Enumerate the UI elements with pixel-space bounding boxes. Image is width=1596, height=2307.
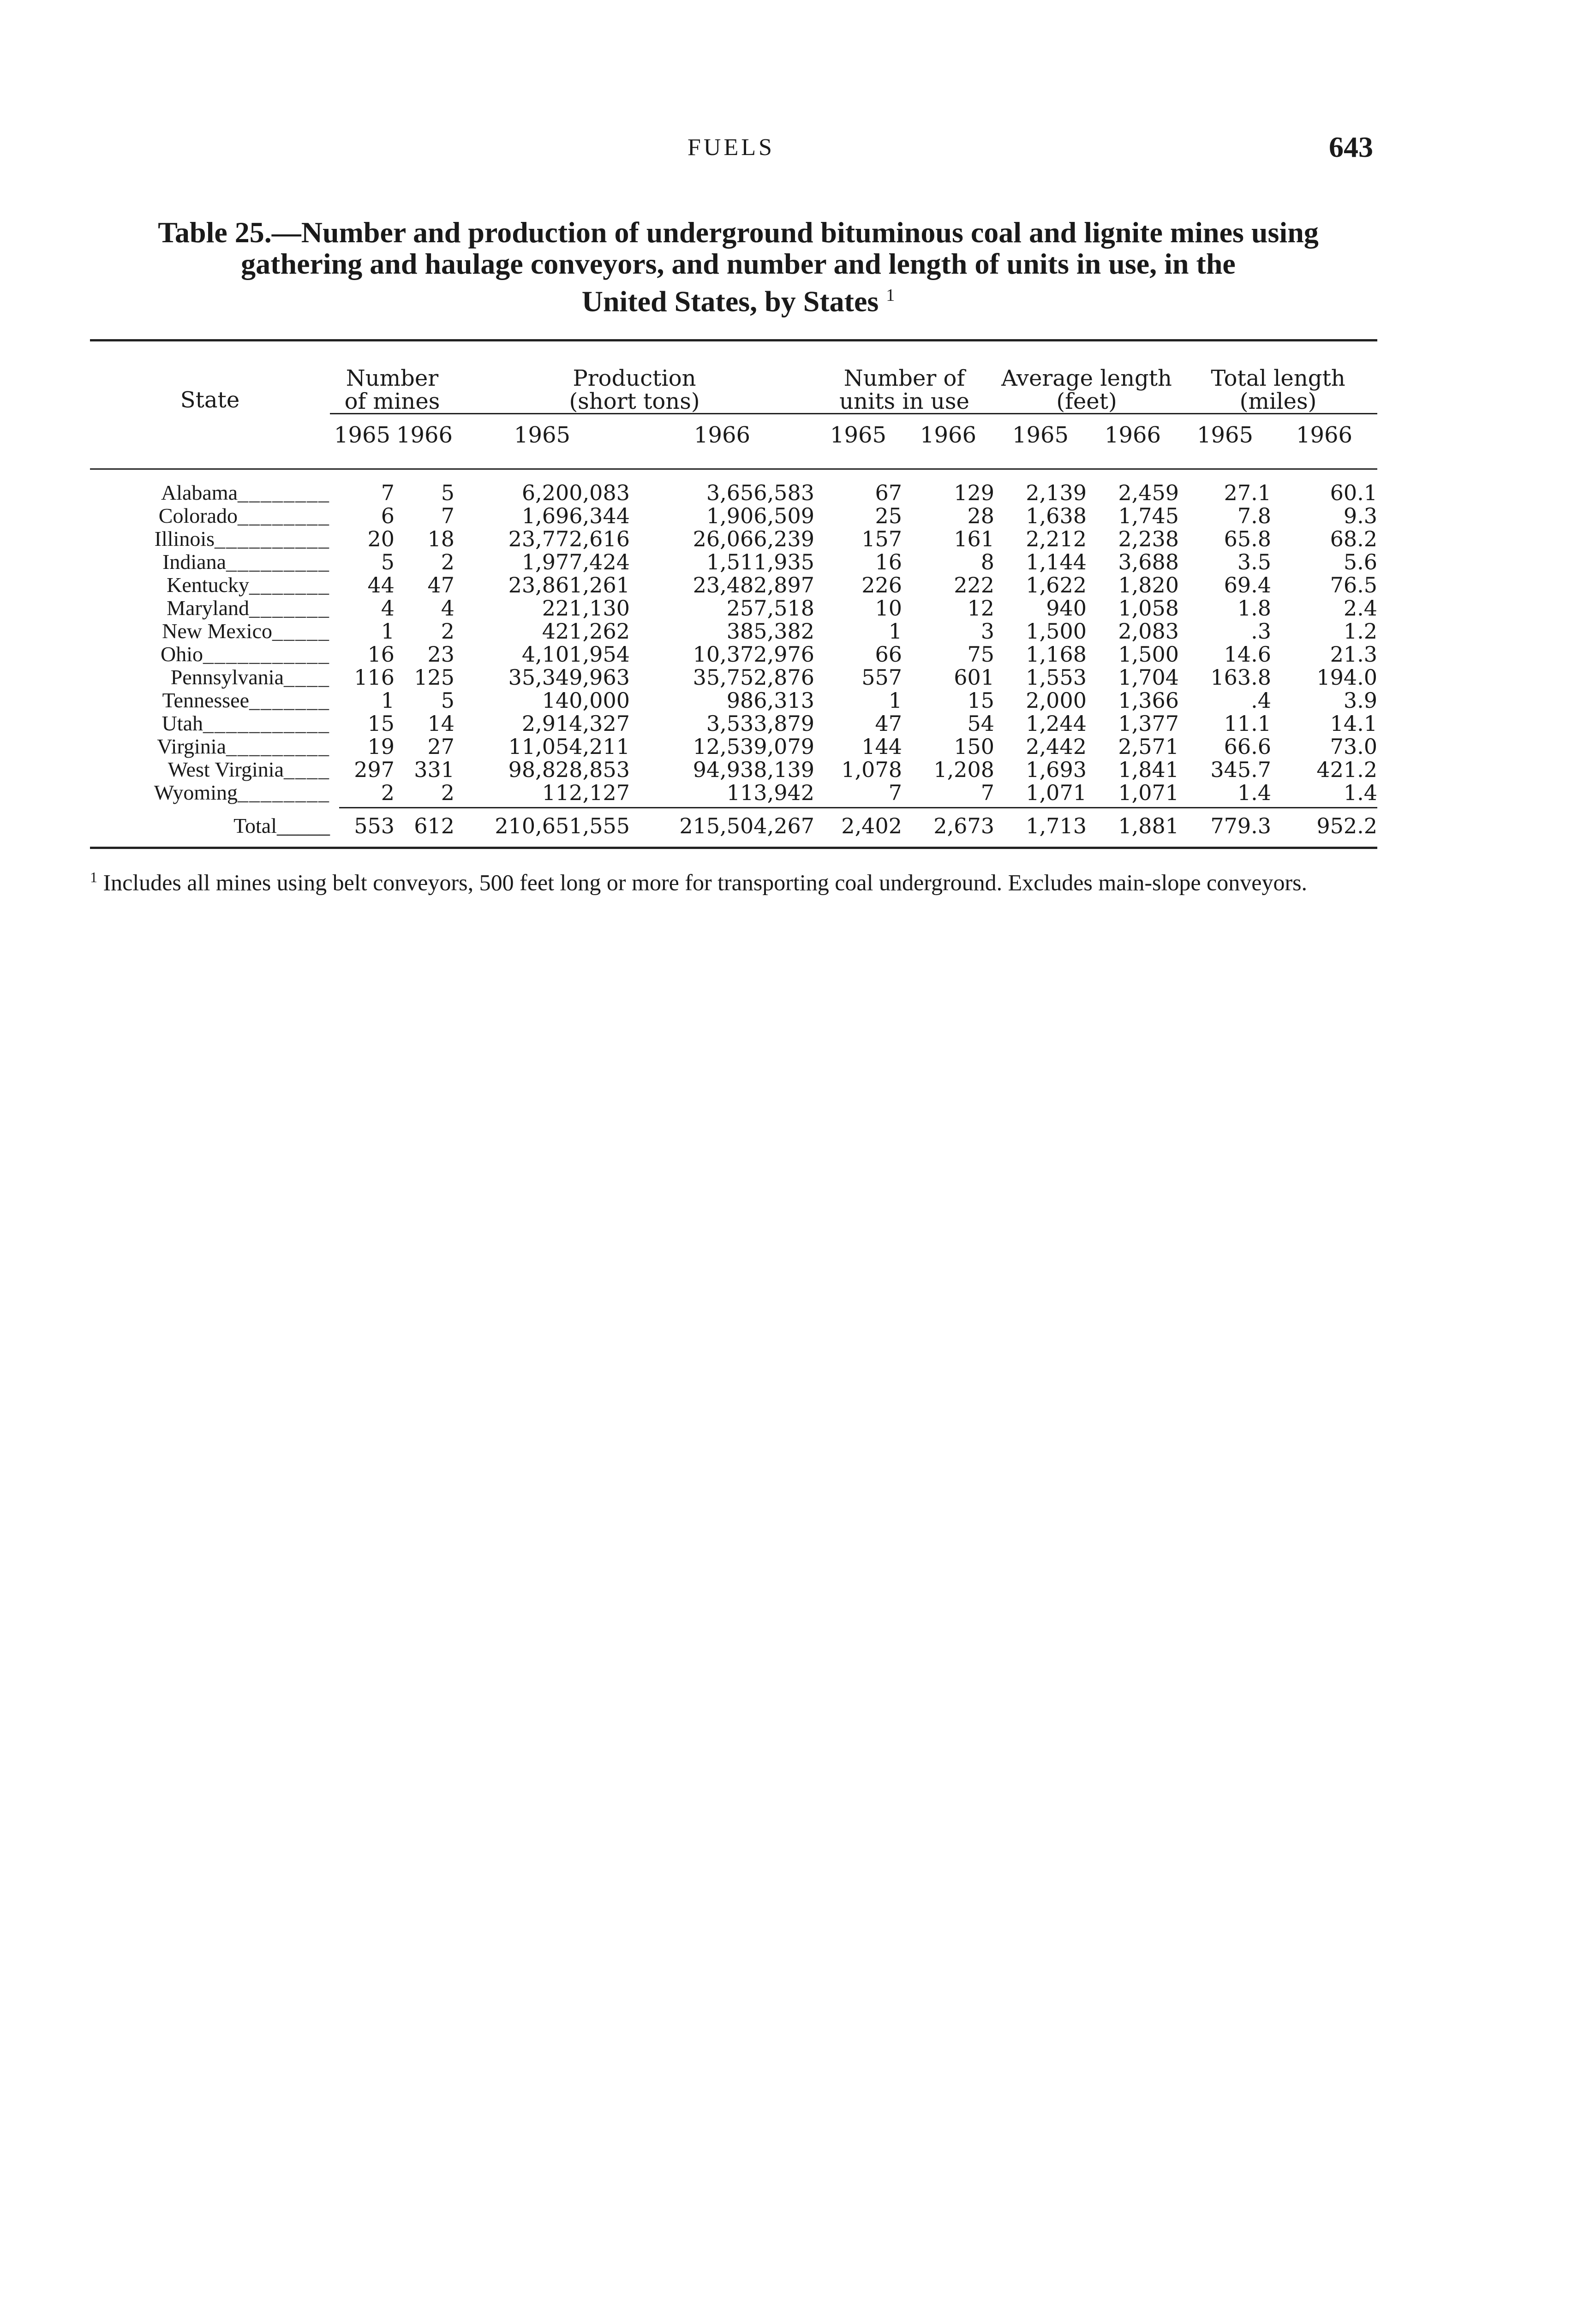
value-cell: 27.1 (1224, 480, 1272, 505)
value-cell: 23 (427, 642, 454, 667)
state-cell (90, 735, 330, 758)
table-row (90, 735, 1377, 758)
table-row (90, 504, 1377, 527)
table-title-line-2: gathering and haulage conveyors, and number and length of units in use, in the (241, 247, 1236, 280)
value-cell: 1,820 (1118, 573, 1179, 598)
dot-leader: ____ (284, 666, 330, 689)
dot-leader: ________ (238, 781, 330, 804)
value-cell: 23,772,616 (508, 526, 630, 551)
value-cell: 2 (441, 619, 454, 644)
value-cell: 1,208 (933, 757, 994, 782)
value-cell: 11,054,211 (508, 734, 630, 759)
value-cell: 2,212 (1026, 526, 1087, 551)
conveyor-table (90, 344, 1377, 837)
value-cell: 2.4 (1343, 596, 1378, 621)
value-cell: 940 (1046, 596, 1087, 621)
value-cell: 257,518 (726, 596, 814, 621)
value-cell: 1.2 (1343, 619, 1378, 644)
value-cell: 557 (861, 665, 902, 690)
value-cell: 4 (381, 596, 395, 621)
value-cell: 5 (381, 550, 395, 574)
value-cell: 150 (954, 734, 994, 759)
value-cell: 331 (414, 757, 454, 782)
value-cell: 2 (441, 780, 454, 805)
total-label: Total (233, 814, 277, 837)
year-header: 1966 (920, 422, 977, 448)
value-cell: 14 (427, 711, 454, 736)
state-name: Maryland (167, 597, 249, 620)
total-value-cell: 210,651,555 (495, 813, 630, 838)
value-cell: 60.1 (1330, 480, 1378, 505)
value-cell: 15 (967, 688, 994, 713)
value-cell: 66 (875, 642, 902, 667)
table-row (90, 666, 1377, 689)
state-cell (90, 666, 330, 689)
value-cell: 1 (381, 619, 395, 644)
value-cell: 1,500 (1118, 642, 1179, 667)
value-cell: 1 (381, 688, 395, 713)
total-row (90, 804, 1377, 837)
state-cell (90, 504, 330, 527)
dot-leader: _________ (226, 735, 330, 758)
value-cell: 3.5 (1237, 550, 1272, 574)
value-cell: 23,482,897 (693, 573, 814, 598)
value-cell: 157 (861, 526, 902, 551)
dot-leader: ____ (284, 758, 330, 781)
value-cell: 2,083 (1118, 619, 1179, 644)
value-cell: 421.2 (1316, 757, 1378, 782)
value-cell: 15 (367, 711, 395, 736)
value-cell: 1,500 (1026, 619, 1087, 644)
value-cell: 35,349,963 (508, 665, 630, 690)
value-cell: 1,377 (1118, 711, 1179, 736)
value-cell: 18 (427, 526, 454, 551)
value-cell: 3.9 (1343, 688, 1378, 713)
table-row (90, 758, 1377, 781)
average-length-header: Average length (feet) (994, 344, 1179, 414)
dot-leader: ___________ (203, 643, 330, 666)
state-cell (90, 527, 330, 550)
state-cell (90, 643, 330, 666)
value-cell: .3 (1251, 619, 1272, 644)
table-row (90, 643, 1377, 666)
value-cell: 1,696,344 (521, 503, 630, 528)
value-cell: 2,571 (1118, 734, 1179, 759)
state-name: Illinois (154, 527, 215, 550)
state-cell (90, 574, 330, 597)
value-cell: 7.8 (1237, 503, 1272, 528)
state-cell (90, 758, 330, 781)
value-cell: 1,144 (1026, 550, 1087, 574)
dot-leader: _____ (277, 814, 330, 837)
dot-leader: __________ (215, 527, 330, 550)
table-body (90, 456, 1377, 837)
value-cell: 20 (367, 526, 395, 551)
value-cell: 1,553 (1026, 665, 1087, 690)
state-name: Pennsylvania (170, 666, 284, 689)
value-cell: 1,366 (1118, 688, 1179, 713)
total-value-cell: 612 (414, 813, 454, 838)
number-of-units-header: Number of units in use (814, 344, 994, 414)
table-row (90, 550, 1377, 574)
value-cell: 47 (875, 711, 902, 736)
table-row (90, 781, 1377, 804)
value-cell: 75 (967, 642, 994, 667)
table-top-rule (90, 339, 1377, 341)
value-cell: 10,372,976 (693, 642, 814, 667)
footnote-text: Includes all mines using belt conveyors, 500 feet long or more for transporting coal underground. Excludes main-slope conveyors. (103, 869, 1308, 896)
state-name: Virginia (157, 735, 226, 758)
year-header: 1966 (1296, 422, 1353, 448)
value-cell: 1,168 (1026, 642, 1087, 667)
year-header: 1966 (1104, 422, 1161, 448)
footnote-marker: 1 (90, 869, 97, 885)
title-footnote-ref: 1 (886, 286, 895, 305)
value-cell: 26,066,239 (693, 526, 814, 551)
value-cell: 16 (875, 550, 902, 574)
table-row (90, 574, 1377, 597)
value-cell: 2,139 (1026, 480, 1087, 505)
value-cell: 129 (954, 480, 994, 505)
value-cell: 6 (381, 503, 395, 528)
state-name: Kentucky (167, 574, 249, 597)
value-cell: 1,693 (1026, 757, 1087, 782)
value-cell: 25 (875, 503, 902, 528)
value-cell: 73.0 (1330, 734, 1378, 759)
value-cell: 1,704 (1118, 665, 1179, 690)
value-cell: 1,058 (1118, 596, 1179, 621)
value-cell: 67 (875, 480, 902, 505)
year-header: 1965 (1196, 422, 1254, 448)
state-cell (90, 597, 330, 620)
value-cell: 1,511,935 (706, 550, 814, 574)
dot-leader: _______ (249, 689, 330, 712)
state-name: Utah (161, 712, 203, 735)
total-value-cell: 1,713 (1026, 813, 1087, 838)
value-cell: 2 (441, 550, 454, 574)
value-cell: 140,000 (542, 688, 630, 713)
value-cell: 2,442 (1026, 734, 1087, 759)
value-cell: 9.3 (1343, 503, 1378, 528)
value-cell: 125 (414, 665, 454, 690)
value-cell: 65.8 (1224, 526, 1272, 551)
value-cell: 222 (954, 573, 994, 598)
value-cell: 385,382 (726, 619, 814, 644)
value-cell: 6,200,083 (521, 480, 630, 505)
value-cell: 1 (888, 619, 902, 644)
value-cell: 1,622 (1026, 573, 1087, 598)
running-head: FUELS (687, 134, 775, 161)
number-of-mines-header: Number of mines (330, 344, 454, 414)
value-cell: 345.7 (1210, 757, 1272, 782)
value-cell: 27 (427, 734, 454, 759)
table-bottom-rule (90, 847, 1377, 849)
value-cell: 5 (441, 688, 454, 713)
state-cell (90, 550, 330, 574)
value-cell: 1,638 (1026, 503, 1087, 528)
value-cell: 1,078 (841, 757, 902, 782)
value-cell: 44 (367, 573, 395, 598)
state-name: Colorado (158, 504, 238, 527)
value-cell: 16 (367, 642, 395, 667)
value-cell: 7 (888, 780, 902, 805)
value-cell: 5 (441, 480, 454, 505)
table-row (90, 620, 1377, 643)
value-cell: 23,861,261 (508, 573, 630, 598)
value-cell: 1.4 (1237, 780, 1272, 805)
value-cell: 1 (888, 688, 902, 713)
value-cell: 7 (441, 503, 454, 528)
value-cell: 7 (980, 780, 994, 805)
value-cell: 54 (967, 711, 994, 736)
value-cell: 161 (954, 526, 994, 551)
footnote (90, 865, 1377, 895)
value-cell: 194.0 (1316, 665, 1378, 690)
table-title (92, 217, 1384, 317)
value-cell: 1,071 (1026, 780, 1087, 805)
value-cell: 69.4 (1224, 573, 1272, 598)
value-cell: 297 (354, 757, 395, 782)
page-number: 643 (1329, 131, 1373, 163)
table-row (90, 597, 1377, 620)
state-name: Indiana (162, 550, 226, 574)
value-cell: 226 (861, 573, 902, 598)
value-cell: 28 (967, 503, 994, 528)
table-row (90, 689, 1377, 712)
total-length-header: Total length (miles) (1179, 344, 1377, 414)
value-cell: 1,244 (1026, 711, 1087, 736)
year-header: 1966 (693, 422, 751, 448)
table-row (90, 481, 1377, 504)
value-cell: 4,101,954 (521, 642, 630, 667)
value-cell: 3 (980, 619, 994, 644)
value-cell: 3,688 (1118, 550, 1179, 574)
total-value-cell: 2,673 (933, 813, 994, 838)
table-title-line-3 (92, 280, 1384, 317)
value-cell: 421,262 (542, 619, 630, 644)
table-row (90, 712, 1377, 735)
value-cell: 21.3 (1330, 642, 1378, 667)
total-value-cell: 553 (354, 813, 395, 838)
value-cell: 12 (967, 596, 994, 621)
value-cell: 66.6 (1224, 734, 1272, 759)
state-column-header: State (180, 387, 240, 413)
value-cell: 1,071 (1118, 780, 1179, 805)
value-cell: 76.5 (1330, 573, 1378, 598)
value-cell: 986,313 (726, 688, 814, 713)
value-cell: 221,130 (542, 596, 630, 621)
total-value-cell: 952.2 (1316, 813, 1378, 838)
value-cell: 68.2 (1330, 526, 1378, 551)
table-title-line-1: Table 25.—Number and production of underground bituminous coal and lignite mines using (158, 216, 1319, 249)
value-cell: 1,977,424 (521, 550, 630, 574)
value-cell: 1.8 (1237, 596, 1272, 621)
value-cell: 1,841 (1118, 757, 1179, 782)
production-header: Production (short tons) (454, 344, 814, 414)
total-value-cell: 2,402 (841, 813, 902, 838)
value-cell: 1.4 (1343, 780, 1378, 805)
value-cell: 4 (441, 596, 454, 621)
total-label-cell (90, 804, 330, 837)
value-cell: 144 (861, 734, 902, 759)
value-cell: 2,238 (1118, 526, 1179, 551)
value-cell: 14.6 (1224, 642, 1272, 667)
dot-leader: _________ (226, 550, 330, 574)
sum-rule (339, 807, 1377, 808)
dot-leader: ________ (238, 481, 330, 504)
value-cell: 3,533,879 (706, 711, 814, 736)
year-header: 1965 (514, 422, 571, 448)
state-name: Alabama (161, 481, 238, 504)
year-header: 1965 (334, 422, 391, 448)
year-header: 1965 (1012, 422, 1069, 448)
dot-leader: ___________ (203, 712, 330, 735)
value-cell: 19 (367, 734, 395, 759)
value-cell: 112,127 (542, 780, 630, 805)
year-header: 1966 (396, 422, 453, 448)
dot-leader: ________ (238, 504, 330, 527)
state-cell (90, 712, 330, 735)
value-cell: 1,906,509 (706, 503, 814, 528)
state-cell (90, 689, 330, 712)
value-cell: 35,752,876 (693, 665, 814, 690)
value-cell: 12,539,079 (693, 734, 814, 759)
state-name: West Virginia (167, 758, 284, 781)
state-name: Wyoming (154, 781, 238, 804)
state-name: Tennessee (162, 689, 249, 712)
table-title-line-3-text: United States, by States (581, 285, 879, 318)
value-cell: 5.6 (1343, 550, 1378, 574)
value-cell: .4 (1251, 688, 1272, 713)
value-cell: 94,938,139 (693, 757, 814, 782)
value-cell: 2,914,327 (521, 711, 630, 736)
dot-leader: _______ (249, 574, 330, 597)
value-cell: 1,745 (1118, 503, 1179, 528)
year-header: 1965 (830, 422, 887, 448)
total-value-cell: 215,504,267 (679, 813, 814, 838)
value-cell: 2,459 (1118, 480, 1179, 505)
dot-leader: _____ (272, 620, 330, 643)
value-cell: 98,828,853 (508, 757, 630, 782)
value-cell: 7 (381, 480, 395, 505)
value-cell: 163.8 (1210, 665, 1272, 690)
value-cell: 11.1 (1224, 711, 1272, 736)
value-cell: 47 (427, 573, 454, 598)
value-cell: 113,942 (726, 780, 814, 805)
value-cell: 14.1 (1330, 711, 1378, 736)
total-value-cell: 779.3 (1210, 813, 1272, 838)
total-value-cell: 1,881 (1118, 813, 1179, 838)
value-cell: 116 (354, 665, 395, 690)
table-row (90, 527, 1377, 550)
value-cell: 3,656,583 (706, 480, 814, 505)
state-cell (90, 620, 330, 643)
value-cell: 10 (875, 596, 902, 621)
row-spacer (90, 456, 1377, 481)
state-name: New Mexico (162, 620, 272, 643)
value-cell: 2 (381, 780, 395, 805)
dot-leader: _______ (249, 597, 330, 620)
state-cell (90, 481, 330, 504)
value-cell: 8 (980, 550, 994, 574)
state-cell (90, 781, 330, 804)
value-cell: 2,000 (1026, 688, 1087, 713)
state-name: Ohio (161, 643, 203, 666)
value-cell: 601 (954, 665, 994, 690)
